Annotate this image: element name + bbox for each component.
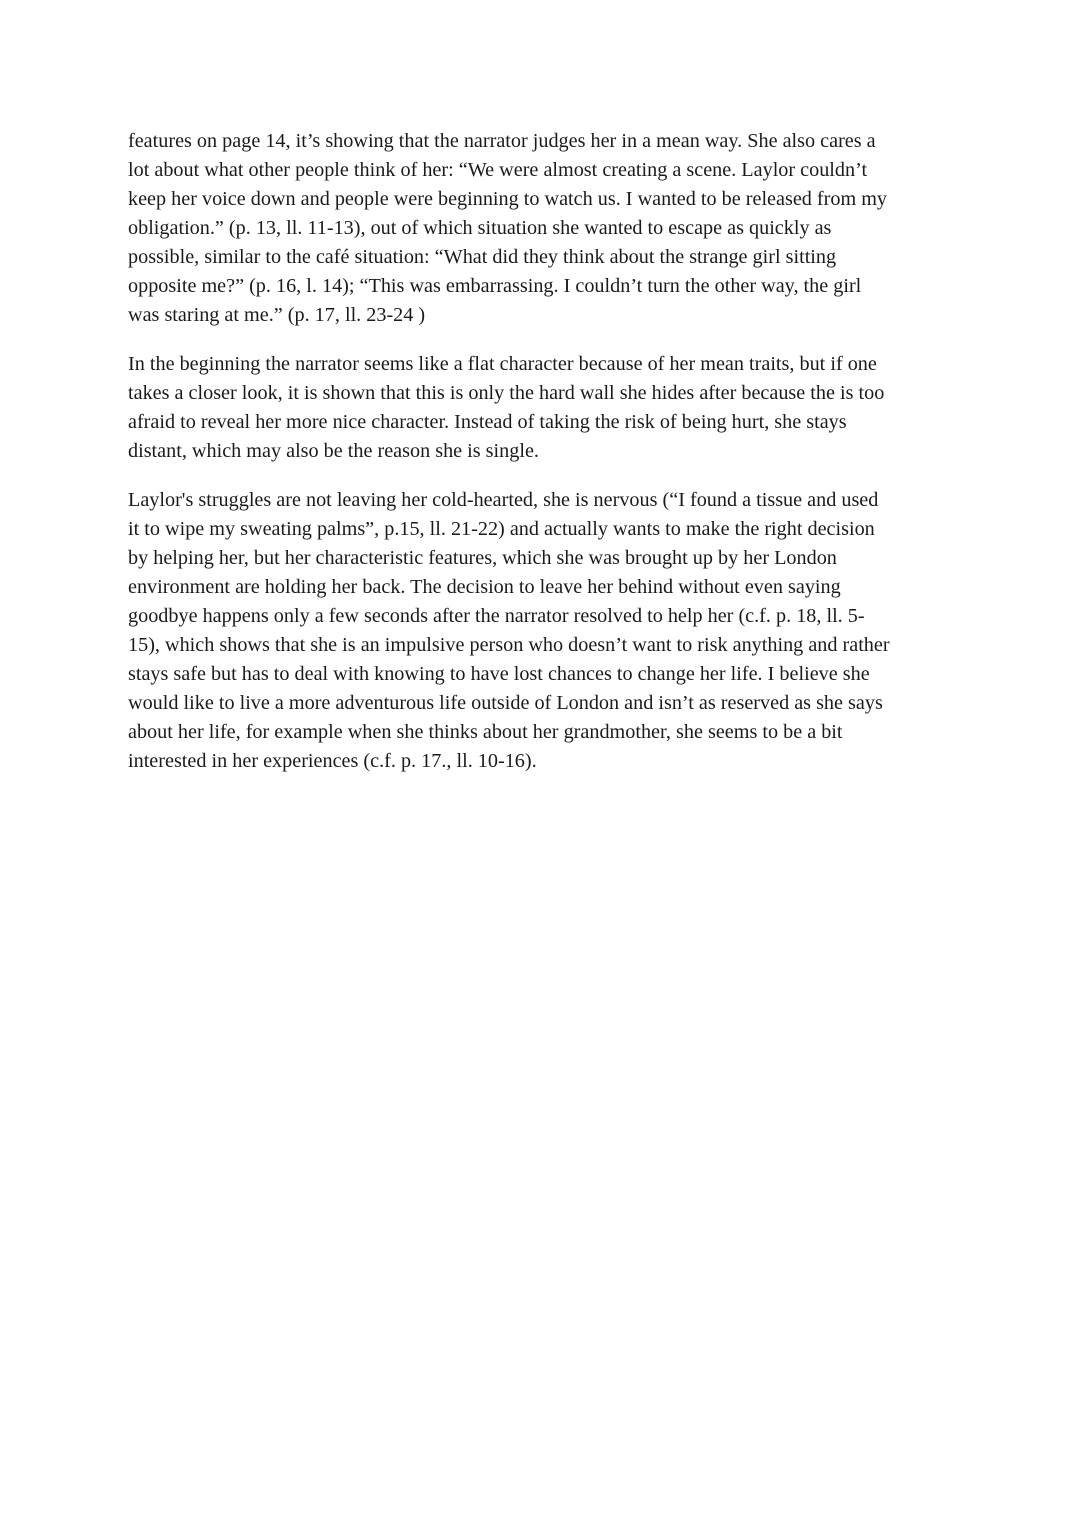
text-line: keep her voice down and people were beginning to watch us. I wanted to be released from my: [128, 188, 888, 210]
text-line: was staring at me.” (p. 17, ll. 23-24 ): [128, 304, 426, 326]
text-line: possible, similar to the café situation: “What did they think about the strange girl sitting: [128, 246, 837, 268]
text-line: 15), which shows that she is an impulsive person who doesn’t want to risk anything and rather: [128, 634, 890, 656]
paragraph-2: [128, 350, 958, 466]
text-line: opposite me?” (p. 16, l. 14); “This was embarrassing. I couldn’t turn the other way, the girl: [128, 275, 862, 297]
text-line: In the beginning the narrator seems like a flat character because of her mean traits, but if one: [128, 353, 877, 375]
text-line: interested in her experiences (c.f. p. 17., ll. 10-16).: [128, 750, 537, 772]
text-line: Laylor's struggles are not leaving her cold-hearted, she is nervous (“I found a tissue and used: [128, 489, 879, 511]
text-line: stays safe but has to deal with knowing to have lost chances to change her life. I believe she: [128, 663, 870, 685]
text-line: afraid to reveal her more nice character. Instead of taking the risk of being hurt, she stays: [128, 411, 847, 433]
text-line: about her life, for example when she thinks about her grandmother, she seems to be a bit: [128, 721, 843, 743]
paragraph-3: [128, 486, 958, 776]
text-line: by helping her, but her characteristic features, which she was brought up by her London: [128, 547, 837, 569]
text-line: distant, which may also be the reason she is single.: [128, 440, 539, 462]
text-line: it to wipe my sweating palms”, p.15, ll. 21-22) and actually wants to make the right decision: [128, 518, 875, 540]
text-line: features on page 14, it’s showing that the narrator judges her in a mean way. She also cares a: [128, 130, 876, 152]
text-line: would like to live a more adventurous life outside of London and isn’t as reserved as she says: [128, 692, 883, 714]
text-line: environment are holding her back. The decision to leave her behind without even saying: [128, 576, 841, 598]
document-body: [128, 127, 958, 796]
text-line: lot about what other people think of her: “We were almost creating a scene. Laylor couldn’t: [128, 159, 868, 181]
paragraph-1: [128, 127, 958, 330]
text-line: obligation.” (p. 13, ll. 11-13), out of which situation she wanted to escape as quickly as: [128, 217, 832, 239]
text-line: goodbye happens only a few seconds after the narrator resolved to help her (c.f. p. 18, ll. 5-: [128, 605, 865, 627]
text-line: takes a closer look, it is shown that this is only the hard wall she hides after because the is too: [128, 382, 885, 404]
